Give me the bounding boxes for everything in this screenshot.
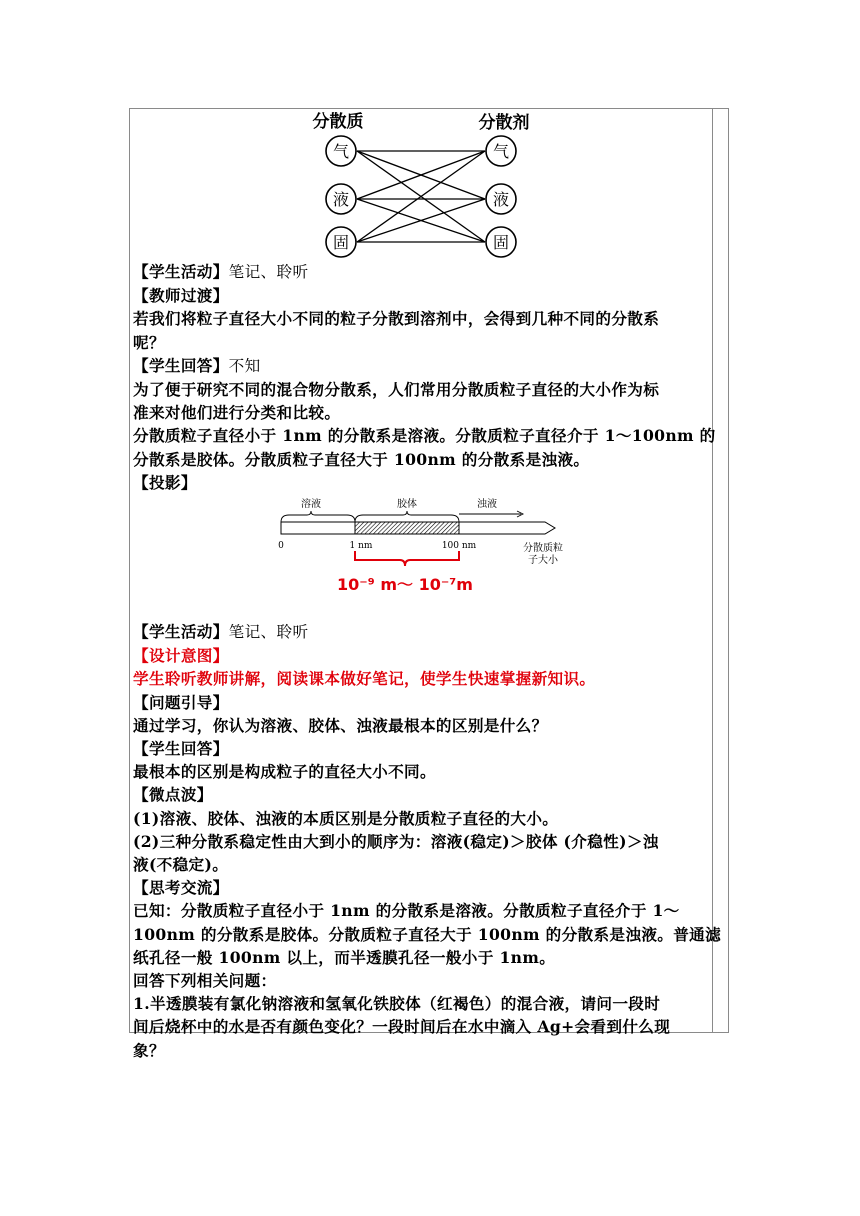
right-liquid-label: 液 bbox=[492, 190, 510, 209]
left-gas-label: 气 bbox=[332, 142, 350, 161]
scale-braces bbox=[281, 511, 523, 522]
dispersed-phase-title: 分散质 bbox=[312, 112, 364, 132]
text-line: 通过学习，你认为溶液、胶体、浊液最根本的区别是什么？ bbox=[133, 715, 548, 735]
text-line: 1.半透膜装有氯化钠溶液和氢氧化铁胶体（红褐色）的混合液，请问一段时 bbox=[133, 994, 661, 1014]
text-line: 【学生活动】笔记、聆听 bbox=[133, 262, 309, 281]
text-line: 已知：分散质粒子直径小于 1nm 的分散系是溶液。分散质粒子直径介于 1～ bbox=[133, 901, 680, 921]
axis-label-line1: 分散质粒 bbox=[523, 543, 563, 555]
text-line: 【学生回答】不知 bbox=[133, 355, 261, 375]
text-line: (2)三种分散系稳定性由大到小的顺序为：溶液(稳定)＞胶体 (介稳性)＞浊 bbox=[133, 831, 659, 851]
text-line: 【微点波】 bbox=[133, 785, 213, 805]
text-line: 【学生回答】 bbox=[133, 739, 229, 759]
suspension-arrow bbox=[459, 522, 555, 534]
text-line: 准来对他们进行分类和比较。 bbox=[133, 403, 341, 423]
range-label: 10⁻⁹ m～ 10⁻⁷m bbox=[337, 575, 473, 595]
text-line: 分散质粒子直径小于 1nm 的分散系是溶液。分散质粒子直径介于 1～100nm 的 bbox=[133, 426, 716, 446]
text-line: 【教师过渡】 bbox=[133, 286, 229, 306]
design-intent-text: 学生聆听教师讲解，阅读课本做好笔记，使学生快速掌握新知识。 bbox=[133, 669, 596, 689]
text-line: 回答下列相关问题： bbox=[133, 971, 277, 991]
dispersion-medium-title: 分散剂 bbox=[478, 113, 530, 133]
text-line: 最根本的区别是构成粒子的直径大小不同。 bbox=[133, 762, 436, 782]
tick-zero: 0 bbox=[278, 541, 284, 552]
tick-1nm: 1 nm bbox=[349, 541, 373, 552]
text-line: 【投影】 bbox=[133, 472, 197, 492]
table-column-divider bbox=[712, 108, 713, 1033]
text-line: 象？ bbox=[133, 1040, 165, 1060]
text-line: 呢？ bbox=[133, 332, 165, 352]
text-line: 【学生活动】笔记、聆听 bbox=[133, 622, 309, 642]
particle-size-scale-diagram bbox=[273, 498, 569, 604]
lesson-content bbox=[133, 108, 722, 1062]
solution-segment bbox=[281, 522, 355, 534]
text-line: 液(不稳定)。 bbox=[133, 855, 229, 875]
colloid-segment bbox=[355, 522, 459, 534]
text-line: 纸孔径一般 100nm 以上，而半透膜孔径一般小于 1nm。 bbox=[133, 947, 556, 967]
suspension-label: 浊液 bbox=[477, 499, 497, 511]
text-line: (1)溶液、胶体、浊液的本质区别是分散质粒子直径的大小。 bbox=[133, 808, 559, 828]
dispersion-combination-diagram bbox=[302, 108, 542, 260]
particle-size-scale-wrap bbox=[133, 494, 711, 620]
text-line: 100nm 的分散系是胶体。分散质粒子直径大于 100nm 的分散系是浊液。普通滤 bbox=[133, 924, 722, 944]
left-solid-label: 固 bbox=[332, 233, 350, 252]
left-liquid-label: 液 bbox=[332, 190, 350, 209]
solution-label: 溶液 bbox=[301, 499, 321, 511]
text-line: 若我们将粒子直径大小不同的粒子分散到溶剂中，会得到几种不同的分散系 bbox=[133, 309, 660, 329]
range-brace bbox=[355, 551, 459, 566]
text-line: 分散系是胶体。分散质粒子直径大于 100nm 的分散系是浊液。 bbox=[133, 449, 590, 469]
right-solid-label: 固 bbox=[492, 233, 510, 252]
text-line: 间后烧杯中的水是否有颜色变化？一段时间后在水中滴入 Ag+会看到什么现 bbox=[133, 1017, 671, 1037]
right-gas-label: 气 bbox=[492, 142, 510, 161]
design-intent-heading: 【设计意图】 bbox=[133, 646, 229, 666]
text-line: 【问题引导】 bbox=[133, 692, 229, 712]
colloid-label: 胶体 bbox=[397, 499, 417, 511]
text-line: 【思考交流】 bbox=[133, 878, 229, 898]
tick-100nm: 100 nm bbox=[441, 541, 477, 552]
connection-lines bbox=[357, 151, 485, 242]
text-line: 为了便于研究不同的混合物分散系，人们常用分散质粒子直径的大小作为标 bbox=[133, 380, 660, 400]
axis-label-line2: 子大小 bbox=[528, 555, 558, 567]
